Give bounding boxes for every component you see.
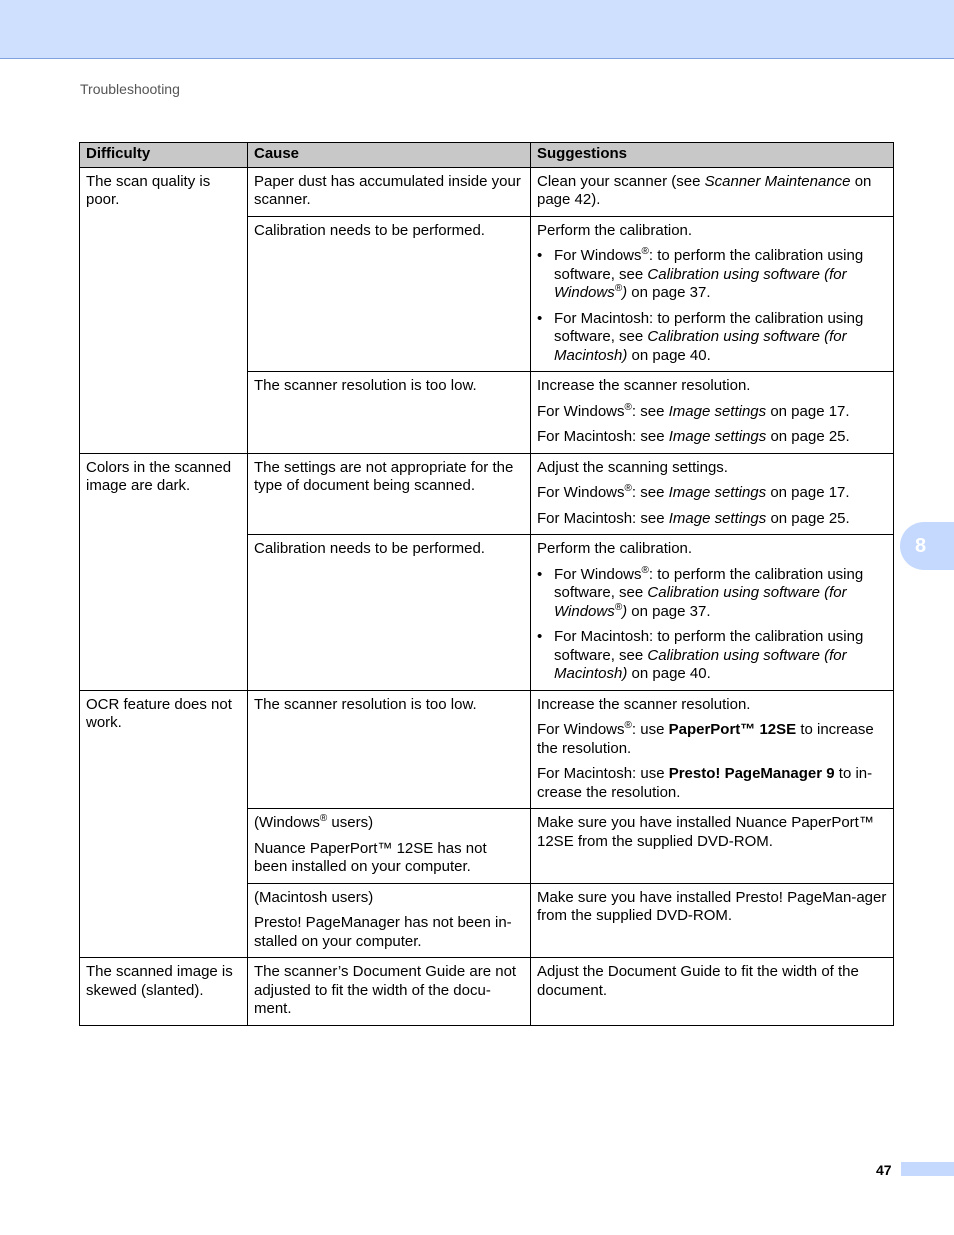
suggestion-cell: Make sure you have installed Presto! PageMan-ager from the supplied DVD-ROM. — [531, 883, 894, 958]
link-image-settings[interactable]: Image settings — [668, 509, 767, 527]
running-head: Troubleshooting — [80, 81, 180, 97]
header-band — [0, 0, 954, 59]
suggestion-cell: Increase the scanner resolution. For Windows®: use PaperPort™ 12SE to increase the resolution. For Macintosh: use Presto! PageManager 9 to in-crease the resolution. — [531, 690, 894, 809]
difficulty-cell: Colors in the scanned image are dark. — [80, 453, 248, 690]
suggestion-cell: Increase the scanner resolution. For Windows®: see Image settings on page 17. For Macintosh: see Image settings on page 25. — [531, 372, 894, 454]
link-scanner-maintenance[interactable]: Scanner Maintenance — [704, 172, 851, 190]
cause-cell: The scanner resolution is too low. — [248, 690, 531, 809]
table-row — [80, 167, 894, 216]
link-calibration-macintosh[interactable]: Calibration using software (for Macintosh) — [554, 646, 847, 682]
table-header-row — [80, 143, 894, 168]
link-calibration-windows[interactable]: Calibration using software (for Windows®) — [554, 265, 847, 301]
list-item: • For Macintosh: to perform the calibration using software, see Calibration using software (for Macintosh) on page 40. — [537, 310, 887, 366]
link-calibration-windows[interactable]: Calibration using software (for Windows®) — [554, 584, 847, 620]
list-item: • For Macintosh: to perform the calibration using software, see Calibration using software (for Macintosh) on page 40. — [537, 628, 887, 684]
suggestion-cell: Perform the calibration. • For Windows®: to perform the calibration using software, see Calibration using software (for Windows®) on page 37. • For Macintosh: to perform the calibration using software, see Calibration using software (for Macintosh) on page 40. — [531, 216, 894, 372]
bullet-list — [537, 247, 887, 365]
difficulty-cell: OCR feature does not work. — [80, 690, 248, 958]
column-header-difficulty: Difficulty — [80, 143, 248, 168]
chapter-tab[interactable]: 8 — [900, 522, 954, 570]
suggestion-cell: Perform the calibration. • For Windows®: to perform the calibration using software, see Calibration using software (for Windows®) on page 37. • For Macintosh: to perform the calibration using software, see Calibration using software (for Macintosh) on page 40. — [531, 535, 894, 691]
cause-cell: The scanner’s Document Guide are not adjusted to fit the width of the docu-ment. — [248, 958, 531, 1026]
cause-cell: (Windows® users) Nuance PaperPort™ 12SE has not been installed on your computer. — [248, 809, 531, 884]
suggestion-cell: Adjust the scanning settings. For Windows®: see Image settings on page 17. For Macintosh: see Image settings on page 25. — [531, 453, 894, 535]
list-item: • For Windows®: to perform the calibration using software, see Calibration using software (for Windows®) on page 37. — [537, 247, 887, 303]
list-item: • For Windows®: to perform the calibration using software, see Calibration using software (for Windows®) on page 37. — [537, 566, 887, 622]
column-header-suggestions: Suggestions — [531, 143, 894, 168]
suggestion-cell: Adjust the Document Guide to fit the width of the document. — [531, 958, 894, 1026]
column-header-cause: Cause — [248, 143, 531, 168]
table-row — [80, 958, 894, 1026]
cause-cell: The settings are not appropriate for the type of document being scanned. — [248, 453, 531, 535]
footer-bar — [901, 1162, 954, 1176]
link-image-settings[interactable]: Image settings — [668, 484, 767, 501]
suggestion-cell: Clean your scanner (see Scanner Maintenance on page 42). — [531, 167, 894, 216]
bullet-list — [537, 566, 887, 684]
cause-cell: Paper dust has accumulated inside your scanner. — [248, 167, 531, 216]
cause-cell: (Macintosh users) Presto! PageManager has not been in-stalled on your computer. — [248, 883, 531, 958]
cause-cell: The scanner resolution is too low. — [248, 372, 531, 454]
table-row — [80, 453, 894, 535]
link-image-settings[interactable]: Image settings — [668, 402, 767, 420]
link-calibration-macintosh[interactable]: Calibration using software (for Macintosh) — [554, 328, 847, 364]
link-image-settings[interactable]: Image settings — [668, 428, 767, 445]
troubleshooting-table — [79, 142, 894, 1026]
cause-cell: Calibration needs to be performed. — [248, 535, 531, 691]
table-row — [80, 690, 894, 809]
difficulty-cell: The scanned image is skewed (slanted). — [80, 958, 248, 1026]
cause-cell: Calibration needs to be performed. — [248, 216, 531, 372]
suggestion-cell: Make sure you have installed Nuance PaperPort™ 12SE from the supplied DVD-ROM. — [531, 809, 894, 884]
difficulty-cell: The scan quality is poor. — [80, 167, 248, 453]
page-number: 47 — [876, 1162, 892, 1178]
